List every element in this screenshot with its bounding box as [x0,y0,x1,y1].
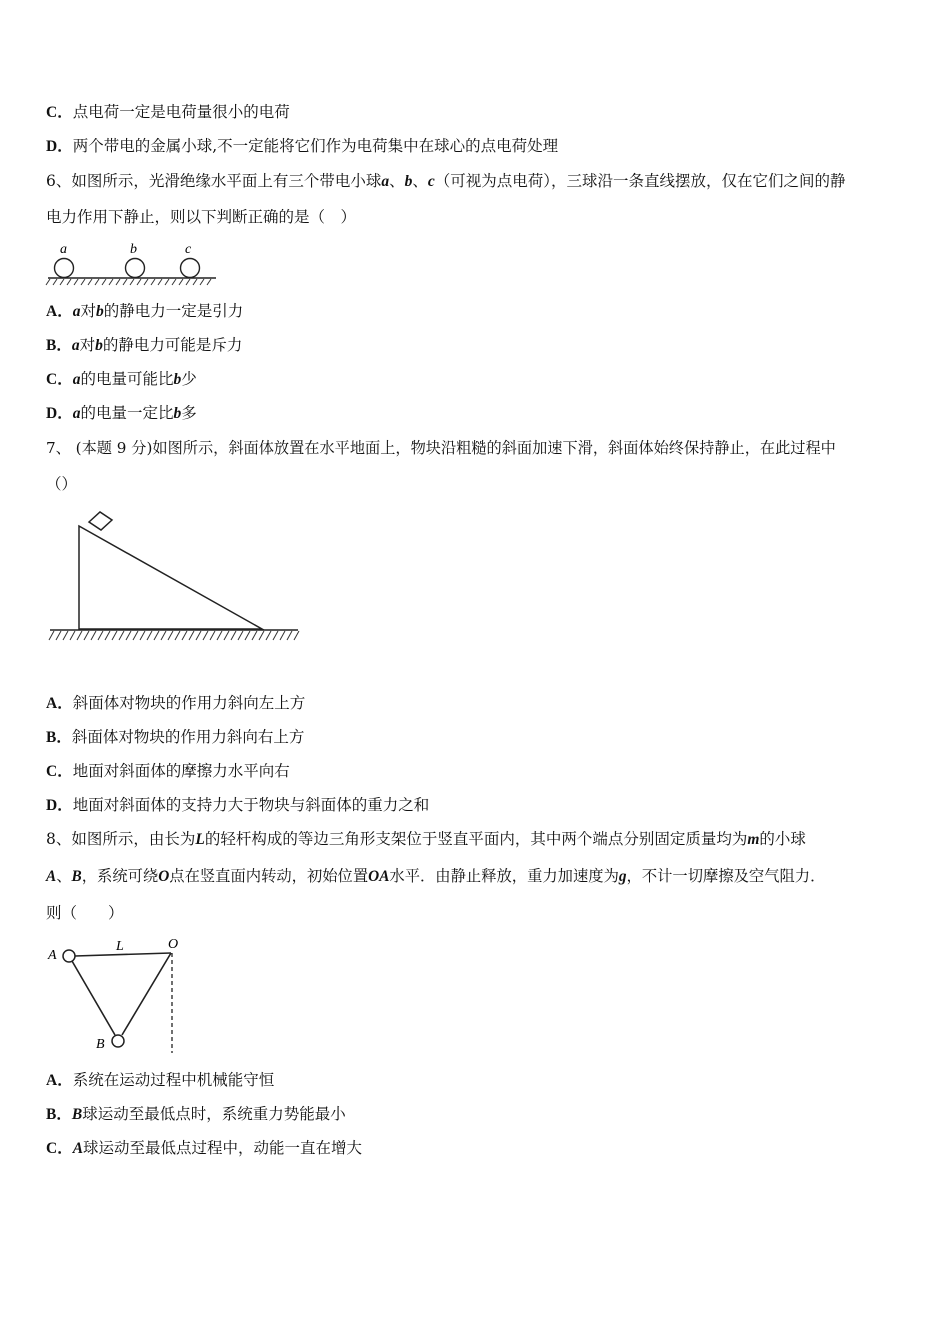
ball-b [126,259,145,278]
q8-option-a [46,1069,274,1092]
var: a [72,371,81,388]
option-text: 的电量可能比 [80,370,174,388]
sep: 、 [412,172,428,190]
label-O: O [168,937,179,952]
var-m: m [747,831,760,848]
q6-figure-three-balls [46,238,221,286]
stem-text: 的小球 [759,830,806,848]
q6-option-a [46,300,243,323]
stem-text: 水平．由静止释放，重力加速度为 [389,867,619,885]
var: b [173,405,182,422]
q7-option-d [46,794,429,817]
q7-figure-incline [46,508,306,648]
q7-stem-line2: （） [46,475,78,493]
option-label: A． [46,1072,73,1089]
ball-B [112,1035,124,1047]
option-text: 球运动至最低点时，系统重力势能最小 [82,1105,346,1123]
option-text: 的静电力可能是斥力 [102,336,243,354]
q5-option-c [46,101,290,124]
label-c: c [185,242,192,257]
q5-option-d [46,135,558,158]
q7-stem-line1: 7、 (本题 9 分)如图所示，斜面体放置在水平地面上，物块沿粗糙的斜面加速下滑，斜面体始终保持静止，在此过程中 [46,439,836,457]
q6-option-c [46,368,197,391]
label-a: a [60,242,67,257]
var: a [72,303,81,320]
ball-c [181,259,200,278]
var: a [71,337,80,354]
q8-figure-triangle [46,935,196,1060]
option-label: A． [46,695,73,712]
option-label: D． [46,138,73,155]
q8-option-b [46,1103,346,1126]
option-text: 系统在运动过程中机械能守恒 [72,1071,275,1089]
var-A: A [46,868,57,885]
var: A [72,1140,84,1157]
q6-stem-line1 [46,170,846,193]
q8-stem-line3: 则（ ） [46,904,124,922]
option-label: C． [46,1140,73,1157]
q7-option-a [46,692,305,715]
option-text: 的电量一定比 [80,404,174,422]
option-label: C． [46,104,73,121]
label-b: b [130,242,137,257]
option-label: B． [46,1106,72,1123]
rod-AB [72,961,115,1035]
option-text: 对 [80,302,96,320]
sliding-block [89,512,112,530]
var: b [95,303,104,320]
label-A: A [48,948,57,963]
q8-stem-line1 [46,828,806,851]
option-text: 的静电力一定是引力 [103,302,244,320]
option-label: B． [46,729,72,746]
sep: 、 [389,172,405,190]
option-label: D． [46,797,73,814]
stem-text: 、 [56,867,72,885]
q6-option-d [46,402,197,425]
option-text: 对 [79,336,96,354]
ball-A [63,950,75,962]
incline-wedge [79,526,262,629]
var-c: c [427,173,435,190]
var-g: g [618,868,627,885]
option-text: 斜面体对物块的作用力斜向右上方 [71,728,305,746]
stem-text: 的轻杆构成的等边三角形支架位于竖直平面内，其中两个端点分别固定质量均为 [204,830,748,848]
stem-text: 6、如图所示，光滑绝缘水平面上有三个带电小球 [46,172,382,190]
stem-text: ，不计一切摩擦及空气阻力． [626,867,826,885]
var-L: L [195,831,205,848]
var: b [95,337,103,354]
var: b [173,371,182,388]
option-text: 球运动至最低点过程中，动能一直在增大 [83,1139,363,1157]
var: a [72,405,81,422]
q6-stem-line2: 电力作用下静止，则以下判断正确的是（ ） [46,208,357,226]
ball-a [55,259,74,278]
q7-option-c [46,760,290,783]
var-OA: OA [368,868,390,885]
stem-text: 8、如图所示，由长为 [46,830,196,848]
option-label: C． [46,371,73,388]
option-text: 斜面体对物块的作用力斜向左上方 [72,694,306,712]
stem-text: 点在竖直面内转动，初始位置 [169,867,369,885]
var-O: O [158,868,170,885]
label-B: B [96,1037,105,1052]
option-label: B． [46,337,72,354]
q8-stem-line2 [46,865,825,888]
stem-text: ，系统可绕 [81,867,159,885]
var-a: a [381,173,390,190]
option-label: D． [46,405,73,422]
option-text: 多 [181,404,197,422]
option-label: C． [46,763,73,780]
var-B: B [71,868,82,885]
option-text: 地面对斜面体的摩擦力水平向右 [72,762,290,780]
option-text: 地面对斜面体的支持力大于物块与斜面体的重力之和 [72,796,430,814]
rod-OB [122,953,171,1035]
option-label: A． [46,303,73,320]
stem-text: （可视为点电荷），三球沿一条直线摆放，仅在它们之间的静 [434,172,846,190]
q8-option-c [46,1137,362,1160]
option-text: 点电荷一定是电荷量很小的电荷 [72,103,290,121]
q6-option-b [46,334,242,357]
var-b: b [404,173,413,190]
q7-option-b [46,726,304,749]
var: B [71,1106,83,1123]
option-text: 少 [181,370,197,388]
option-text: 两个带电的金属小球,不一定能将它们作为电荷集中在球心的点电荷处理 [72,137,559,155]
label-L: L [116,939,124,954]
